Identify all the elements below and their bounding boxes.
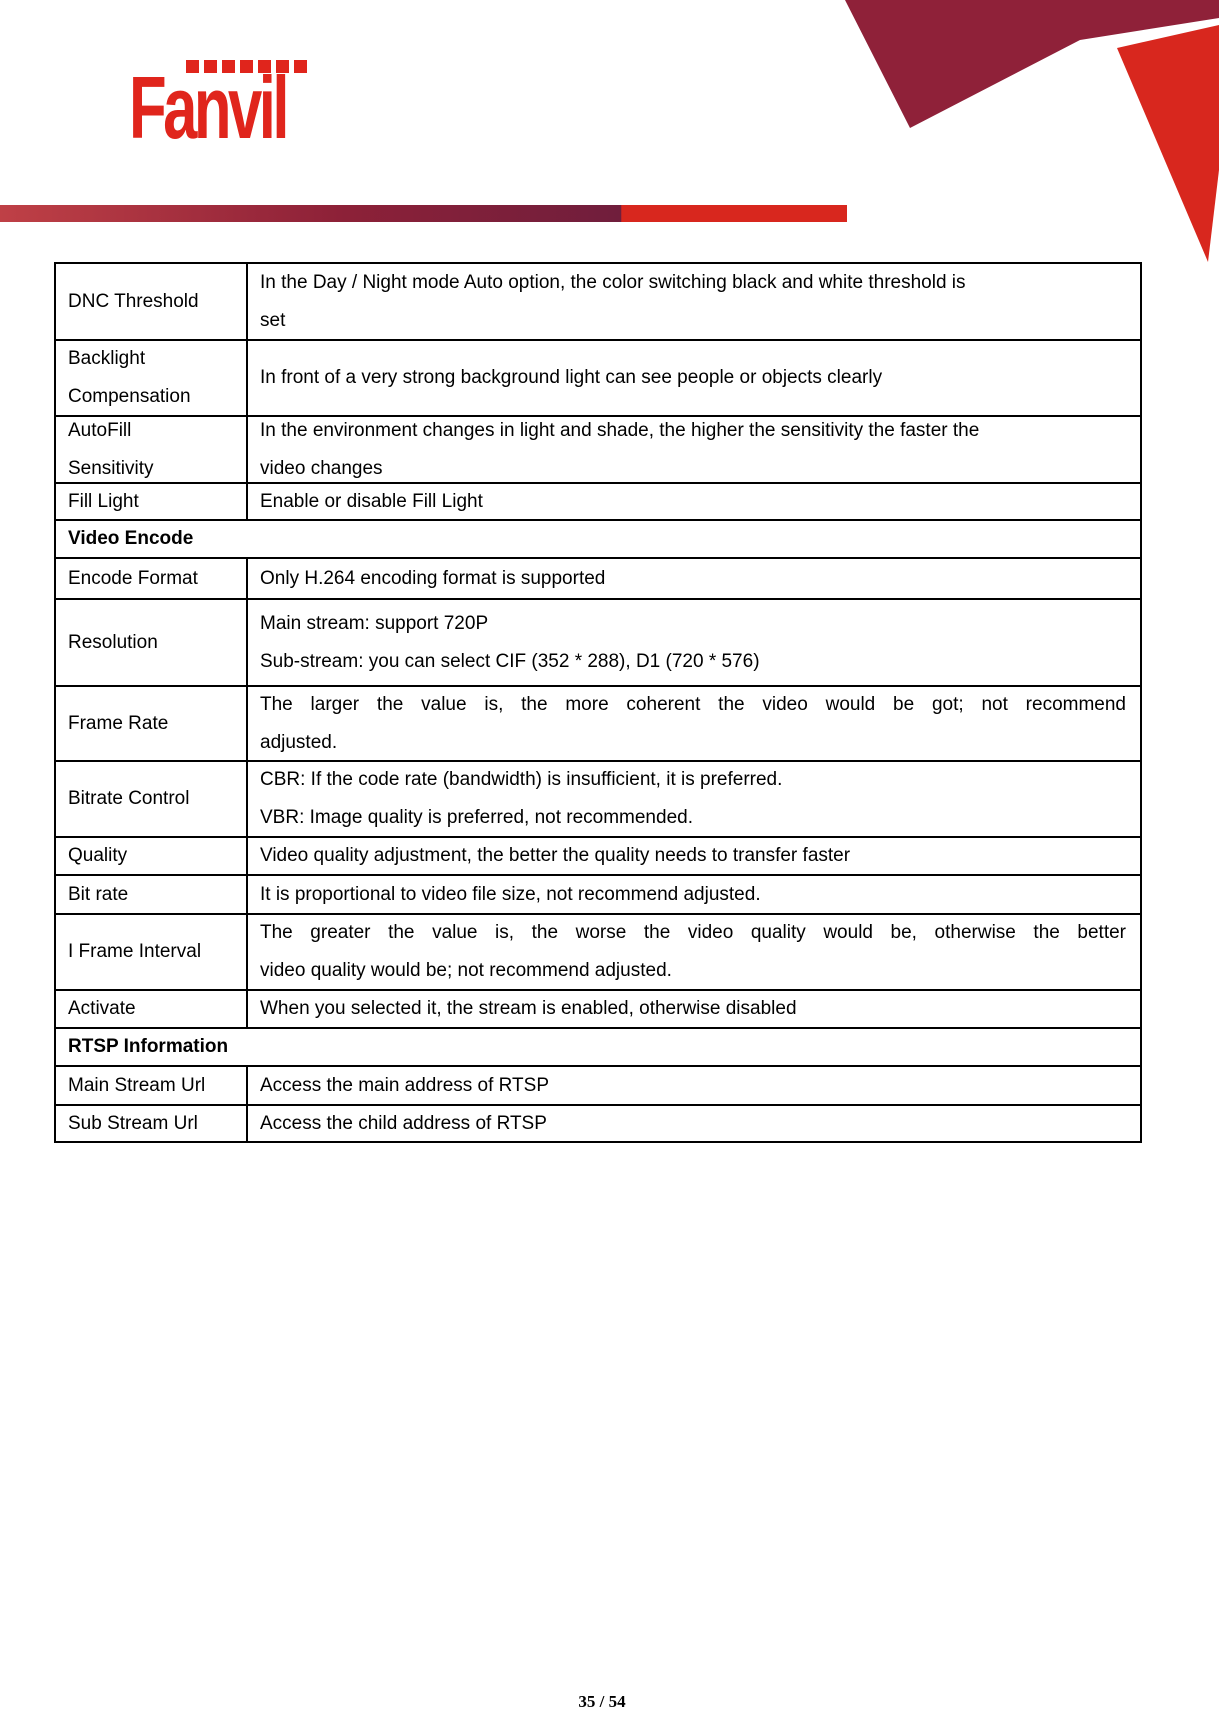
- header-accent-bar: [0, 205, 847, 222]
- setting-name-text: Resolution: [68, 631, 158, 653]
- setting-description-cell: [248, 915, 1140, 989]
- setting-description-cell: [248, 838, 1140, 874]
- table-row: [56, 989, 1140, 1027]
- setting-description-cell: [248, 264, 1140, 339]
- setting-description-text: Only H.264 encoding format is supported: [260, 567, 606, 589]
- section-header-cell: [56, 1029, 1140, 1065]
- setting-description-cell: [248, 484, 1140, 519]
- setting-name-text: Quality: [68, 845, 128, 866]
- table-section-row: [56, 519, 1140, 557]
- table-row: [56, 913, 1140, 989]
- setting-description-text: video changes: [260, 457, 383, 479]
- setting-description-text: video quality would be; not recommend adjusted.: [260, 960, 672, 981]
- setting-description-text: CBR: If the code rate (bandwidth) is insufficient, it is preferred.: [260, 769, 783, 790]
- table-row: [56, 339, 1140, 415]
- setting-name-cell: [56, 417, 248, 482]
- table-row: [56, 874, 1140, 913]
- table-row: [56, 264, 1140, 339]
- setting-name-text: Bit rate: [68, 883, 129, 905]
- setting-description-text: In the environment changes in light and shade, the higher the sensitivity the faster the: [260, 419, 980, 441]
- setting-name-text: I Frame Interval: [68, 941, 202, 962]
- setting-description-cell: [248, 876, 1140, 913]
- setting-description-text: It is proportional to video file size, not recommend adjusted.: [260, 883, 761, 905]
- setting-description-cell: [248, 687, 1140, 760]
- setting-name-cell: [56, 915, 248, 989]
- setting-name-text: Sensitivity: [68, 457, 154, 479]
- setting-name-text: Bitrate Control: [68, 788, 190, 809]
- setting-name-cell: [56, 559, 248, 598]
- table-row: [56, 836, 1140, 874]
- setting-name-cell: [56, 838, 248, 874]
- setting-description-text: Video quality adjustment, the better the quality needs to transfer faster: [260, 845, 851, 866]
- setting-description-text: adjusted.: [260, 731, 338, 753]
- setting-description-cell: [248, 341, 1140, 415]
- setting-description-text: set: [260, 309, 286, 331]
- setting-name-text: Sub Stream Url: [68, 1112, 198, 1134]
- setting-description-text: Main stream: support 720P: [260, 612, 489, 634]
- setting-name-text: Fill Light: [68, 490, 139, 512]
- setting-description-cell: [248, 991, 1140, 1027]
- setting-name-text: DNC Threshold: [68, 290, 199, 312]
- section-header-text: Video Encode: [68, 528, 194, 549]
- setting-description-cell: [248, 559, 1140, 598]
- table-row: [56, 685, 1140, 760]
- setting-description-text: Access the child address of RTSP: [260, 1112, 547, 1134]
- setting-name-cell: [56, 762, 248, 836]
- setting-description-text: The larger the value is, the more coherent the video would be got; not recommend: [260, 693, 1126, 715]
- table-row: [56, 598, 1140, 685]
- setting-name-text: AutoFill: [68, 419, 132, 441]
- fanvil-logo: [129, 58, 324, 158]
- setting-name-text: Encode Format: [68, 567, 198, 589]
- setting-description-text: Access the main address of RTSP: [260, 1074, 549, 1096]
- setting-description-text: Sub-stream: you can select CIF (352 * 288), D1 (720 * 576): [260, 650, 760, 672]
- table-row: [56, 415, 1140, 482]
- setting-name-cell: [56, 876, 248, 913]
- setting-description-cell: [248, 417, 1140, 482]
- page-number: 35 / 54: [578, 1692, 626, 1711]
- setting-description-cell: [248, 1106, 1140, 1141]
- setting-name-text: Main Stream Url: [68, 1074, 206, 1096]
- setting-name-text: Compensation: [68, 386, 191, 407]
- setting-name-cell: [56, 991, 248, 1027]
- table-row: [56, 557, 1140, 598]
- settings-table: [54, 262, 1142, 1143]
- setting-description-text: In front of a very strong background light can see people or objects clearly: [260, 367, 883, 388]
- setting-name-cell: [56, 484, 248, 519]
- setting-description-cell: [248, 1067, 1140, 1104]
- setting-description-cell: [248, 762, 1140, 836]
- logo-dash-icon: [294, 60, 307, 73]
- setting-description-text: When you selected it, the stream is enabled, otherwise disabled: [260, 998, 797, 1019]
- fanvil-logo-text: Fanvil: [129, 58, 287, 157]
- setting-name-text: Frame Rate: [68, 712, 169, 734]
- setting-name-cell: [56, 1067, 248, 1104]
- setting-description-cell: [248, 600, 1140, 685]
- setting-description-text: Enable or disable Fill Light: [260, 490, 483, 512]
- setting-description-text: In the Day / Night mode Auto option, the color switching black and white threshold is: [260, 271, 966, 293]
- table-row: [56, 482, 1140, 519]
- table-row: [56, 760, 1140, 836]
- setting-name-cell: [56, 1106, 248, 1141]
- setting-name-cell: [56, 264, 248, 339]
- setting-name-text: Backlight: [68, 348, 146, 369]
- setting-description-text: VBR: Image quality is preferred, not recommended.: [260, 807, 693, 828]
- setting-name-cell: [56, 600, 248, 685]
- setting-name-cell: [56, 687, 248, 760]
- table-row: [56, 1104, 1140, 1141]
- setting-name-text: Activate: [68, 998, 136, 1019]
- table-row: [56, 1065, 1140, 1104]
- setting-name-cell: [56, 341, 248, 415]
- section-header-cell: [56, 521, 1140, 557]
- setting-description-text: The greater the value is, the worse the video quality would be, otherwise the better: [260, 922, 1126, 943]
- section-header-text: RTSP Information: [68, 1036, 229, 1057]
- table-section-row: [56, 1027, 1140, 1065]
